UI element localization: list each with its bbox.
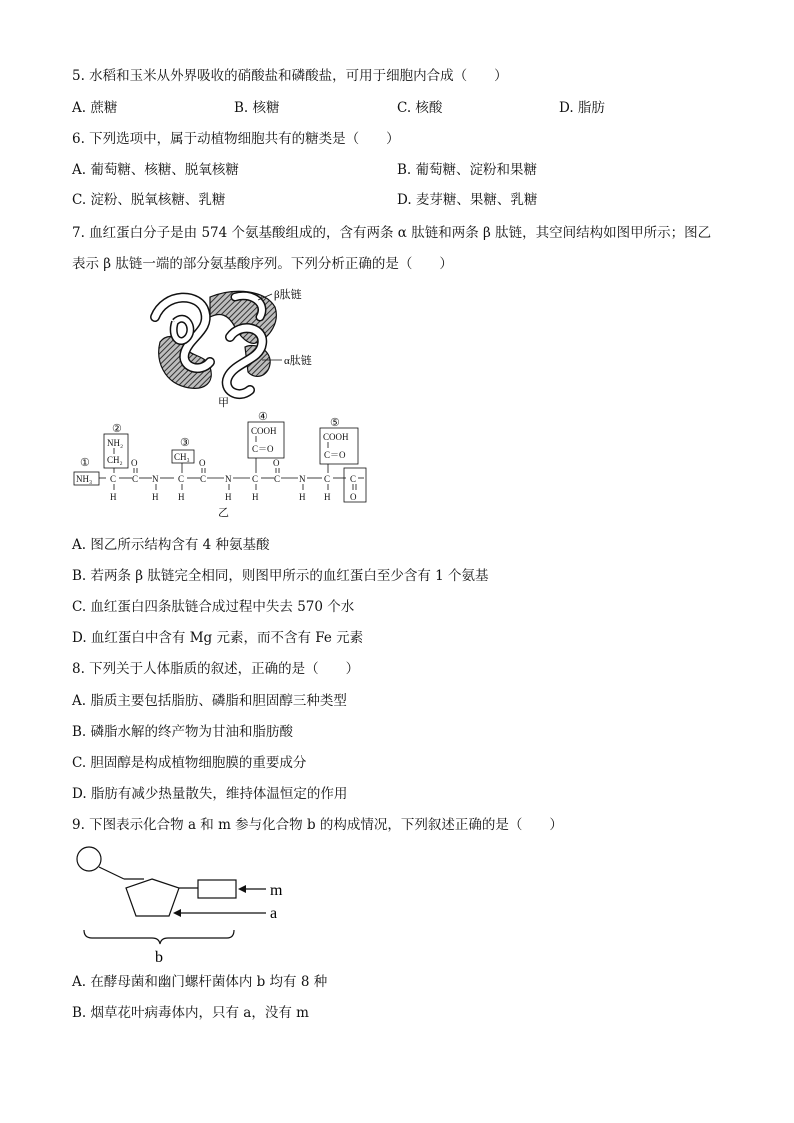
svg-text:H: H bbox=[299, 492, 306, 502]
svg-text:NH₃: NH₃ bbox=[76, 474, 93, 484]
q5-option-c: C. 核酸 bbox=[397, 100, 443, 116]
svg-text:C: C bbox=[324, 474, 331, 484]
svg-text:H: H bbox=[178, 492, 185, 502]
q7-option-c: C. 血红蛋白四条肽链合成过程中失去 570 个水 bbox=[72, 599, 355, 615]
svg-text:CH₃: CH₃ bbox=[174, 452, 190, 462]
svg-text:C: C bbox=[132, 474, 139, 484]
svg-text:H: H bbox=[225, 492, 232, 502]
svg-text:N: N bbox=[225, 474, 232, 484]
svg-text:NH₂: NH₂ bbox=[107, 438, 124, 448]
svg-text:COOH: COOH bbox=[251, 426, 277, 436]
q6-option-a: A. 葡萄糖、核糖、脱氧核糖 bbox=[72, 162, 239, 178]
q7-option-b: B. 若两条 β 肽链完全相同，则图甲所示的血红蛋白至少含有 1 个氨基 bbox=[72, 568, 489, 584]
alpha-chain-label: α肽链 bbox=[284, 355, 312, 367]
svg-text:O: O bbox=[350, 492, 357, 502]
q7-option-d: D. 血红蛋白中含有 Mg 元素，而不含有 Fe 元素 bbox=[72, 630, 364, 646]
q6-stem: 6. 下列选项中，属于动植物细胞共有的糖类是（ ） bbox=[72, 131, 400, 147]
svg-text:C＝O: C＝O bbox=[252, 444, 274, 454]
marker-2: ② bbox=[112, 423, 122, 435]
pentose-pentagon bbox=[126, 879, 179, 916]
svg-text:H: H bbox=[324, 492, 331, 502]
q5-option-d: D. 脂肪 bbox=[559, 100, 605, 116]
figure-jia-caption: 甲 bbox=[218, 397, 229, 409]
marker-3: ③ bbox=[180, 437, 190, 449]
svg-text:C: C bbox=[274, 474, 281, 484]
svg-text:N: N bbox=[152, 474, 159, 484]
q5-option-a: A. 蔗糖 bbox=[72, 100, 118, 116]
svg-text:C＝O: C＝O bbox=[324, 450, 346, 460]
q9-option-a: A. 在酵母菌和幽门螺杆菌体内 b 均有 8 种 bbox=[72, 974, 328, 990]
svg-text:C: C bbox=[252, 474, 259, 484]
label-m: m bbox=[270, 882, 283, 899]
svg-text:C: C bbox=[110, 474, 117, 484]
svg-text:O: O bbox=[131, 458, 138, 468]
q8-option-a: A. 脂质主要包括脂肪、磷脂和胆固醇三种类型 bbox=[72, 693, 347, 709]
q7-stem-line1: 7. 血红蛋白分子是由 574 个氨基酸组成的，含有两条 α 肽链和两条 β 肽链，其空间结构如图甲所示；图乙 bbox=[72, 225, 712, 241]
svg-text:H: H bbox=[252, 492, 259, 502]
q5-stem: 5. 水稻和玉米从外界吸收的硝酸盐和磷酸盐，可用于细胞内合成（ ） bbox=[72, 68, 508, 84]
phosphate-circle bbox=[77, 847, 101, 871]
label-b: b bbox=[155, 949, 163, 966]
q9-option-b: B. 烟草花叶病毒体内，只有 a，没有 m bbox=[72, 1005, 309, 1021]
nucleotide-figure bbox=[72, 842, 312, 966]
marker-5: ⑤ bbox=[330, 417, 340, 429]
svg-text:C: C bbox=[350, 474, 357, 484]
svg-text:O: O bbox=[273, 458, 280, 468]
marker-1: ① bbox=[80, 457, 90, 469]
q7-option-a: A. 图乙所示结构含有 4 种氨基酸 bbox=[72, 537, 270, 553]
q9-stem: 9. 下图表示化合物 a 和 m 参与化合物 b 的构成情况，下列叙述正确的是（ ） bbox=[72, 817, 563, 833]
q8-option-d: D. 脂肪有减少热量散失，维持体温恒定的作用 bbox=[72, 786, 348, 802]
label-a: a bbox=[270, 905, 278, 922]
marker-4: ④ bbox=[258, 411, 268, 423]
svg-text:O: O bbox=[199, 458, 206, 468]
figure-yi-caption: 乙 bbox=[218, 507, 229, 518]
svg-text:N: N bbox=[299, 474, 306, 484]
q8-stem: 8. 下列关于人体脂质的叙述，正确的是（ ） bbox=[72, 661, 360, 677]
q7-stem-line2: 表示 β 肽链一端的部分氨基酸序列。下列分析正确的是（ ） bbox=[72, 256, 453, 272]
svg-text:H: H bbox=[110, 492, 117, 502]
q6-option-c: C. 淀粉、脱氧核糖、乳糖 bbox=[72, 192, 226, 208]
svg-text:COOH: COOH bbox=[323, 432, 349, 442]
q8-option-b: B. 磷脂水解的终产物为甘油和脂肪酸 bbox=[72, 724, 294, 740]
amino-acid-sequence-figure bbox=[72, 410, 382, 518]
svg-text:H: H bbox=[152, 492, 159, 502]
svg-text:CH₂: CH₂ bbox=[107, 455, 123, 465]
hemoglobin-structure-figure bbox=[140, 282, 340, 412]
svg-text:C: C bbox=[178, 474, 185, 484]
q5-option-b: B. 核糖 bbox=[234, 100, 280, 116]
q6-option-d: D. 麦芽糖、果糖、乳糖 bbox=[397, 192, 538, 208]
q6-option-b: B. 葡萄糖、淀粉和果糖 bbox=[397, 162, 538, 178]
base-rectangle bbox=[198, 880, 236, 898]
q8-option-c: C. 胆固醇是构成植物细胞膜的重要成分 bbox=[72, 755, 307, 771]
beta-chain-label: β肽链 bbox=[274, 289, 302, 301]
svg-text:C: C bbox=[200, 474, 207, 484]
